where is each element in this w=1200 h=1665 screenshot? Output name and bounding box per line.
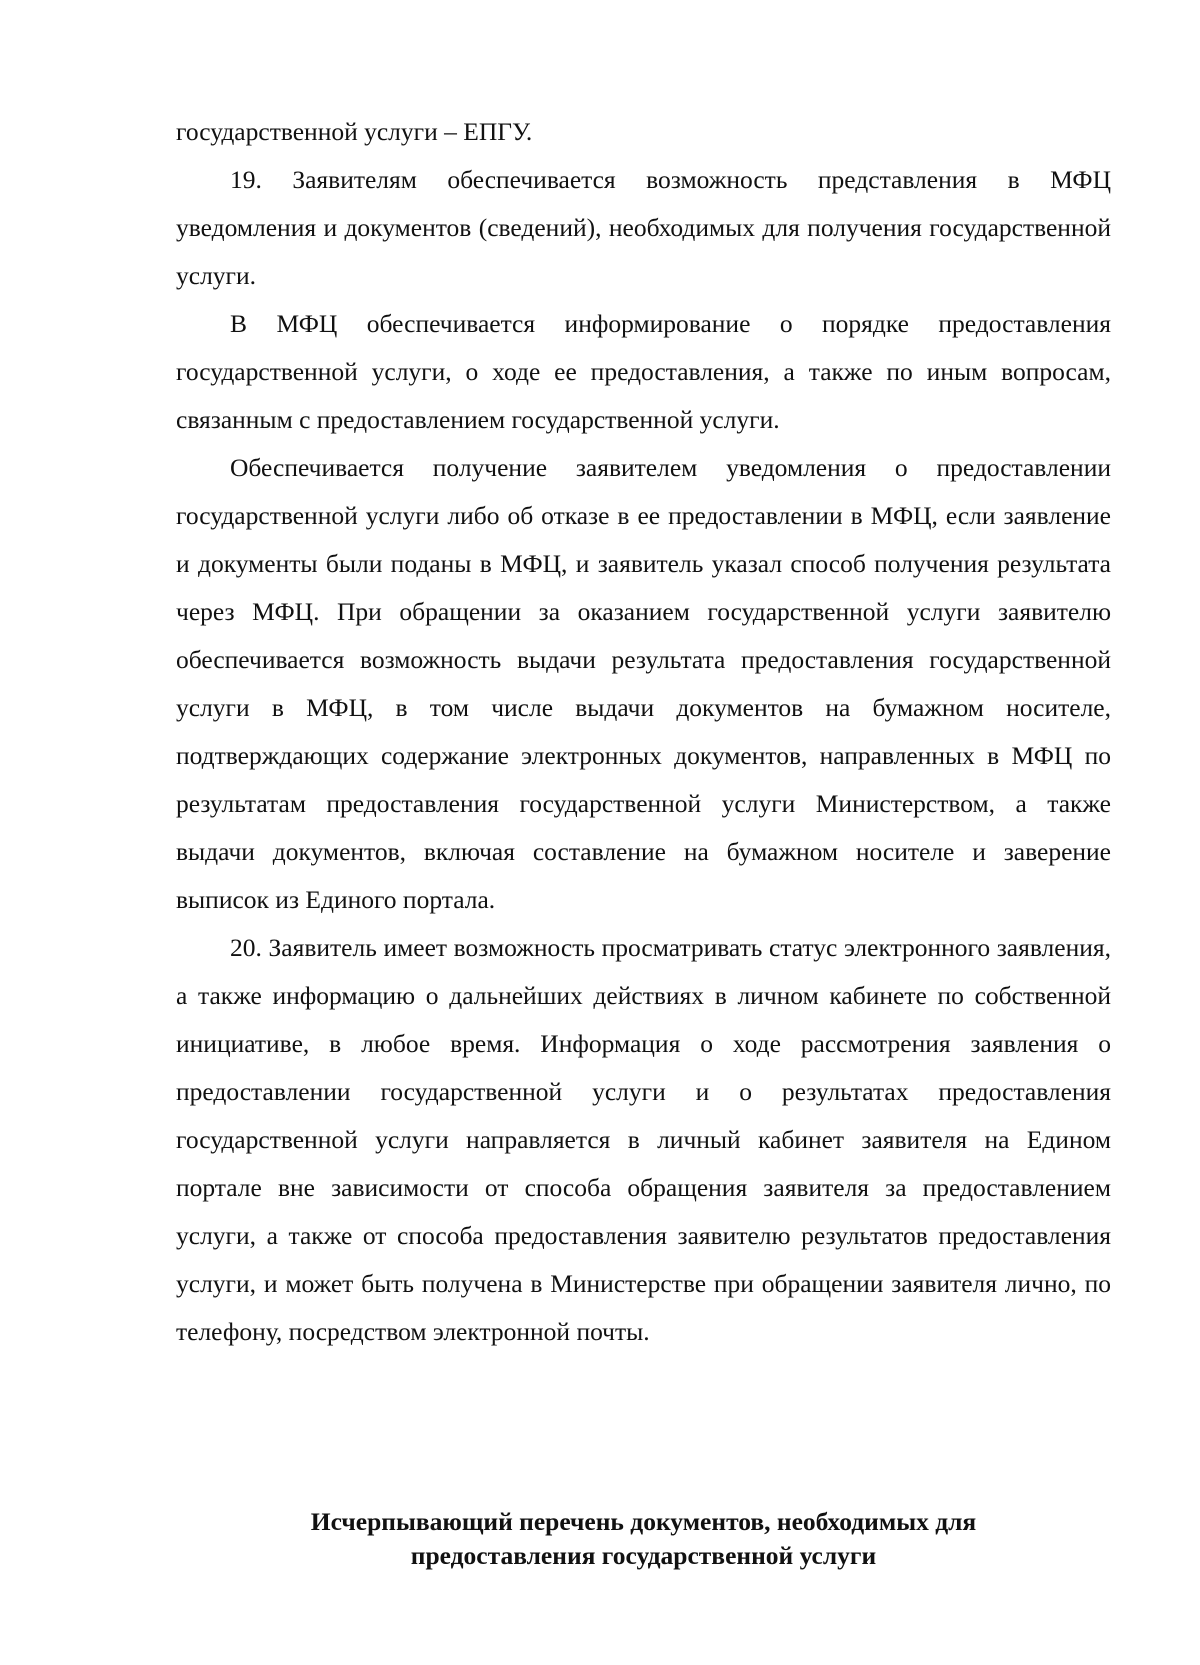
section-heading	[176, 1505, 1111, 1573]
document-body	[176, 108, 1111, 1356]
paragraph-notification-delivery: Обеспечивается получение заявителем уведомления о предоставлении государственной услуги либо об отказе в ее предоставлении в МФЦ, если заявление и документы были поданы в МФЦ, и заявитель указал способ получения результата через МФЦ. При обращении за оказанием государственной услуги заявителю обеспечивается возможность выдачи результата предоставления государственной услуги в МФЦ, в том числе выдачи документов на бумажном носителе, подтверждающих содержание электронных документов, направленных в МФЦ по результатам предоставления государственной услуги Министерством, а также выдачи документов, включая составление на бумажном носителе и заверение выписок из Единого портала.	[176, 453, 1111, 914]
paragraph-20: 20. Заявитель имеет возможность просматривать статус электронного заявления, а также информацию о дальнейших действиях в личном кабинете по собственной инициативе, в любое время. Информация о ходе рассмотрения заявления о предоставлении государственной услуги и о результатах предоставления государственной услуги направляется в личный кабинет заявителя на Едином портале вне зависимости от способа обращения заявителя за предоставлением услуги, а также от способа предоставления заявителю результатов предоставления услуги, и может быть получена в Министерстве при обращении заявителя лично, по телефону, посредством электронной почты.	[176, 933, 1111, 1346]
paragraph-mfc-informing: В МФЦ обеспечивается информирование о порядке предоставления государственной услуги, о ходе ее предоставления, а также по иным вопросам, связанным с предоставлением государственной услуги.	[176, 309, 1111, 434]
paragraph-19: 19. Заявителям обеспечивается возможность представления в МФЦ уведомления и документов (сведений), необходимых для получения государственной услуги.	[176, 165, 1111, 290]
paragraph-continuation: государственной услуги – ЕПГУ.	[176, 117, 533, 146]
section-heading-line-1: Исчерпывающий перечень документов, необходимых для	[310, 1507, 977, 1536]
section-heading-line-2: предоставления государственной услуги	[410, 1541, 877, 1570]
